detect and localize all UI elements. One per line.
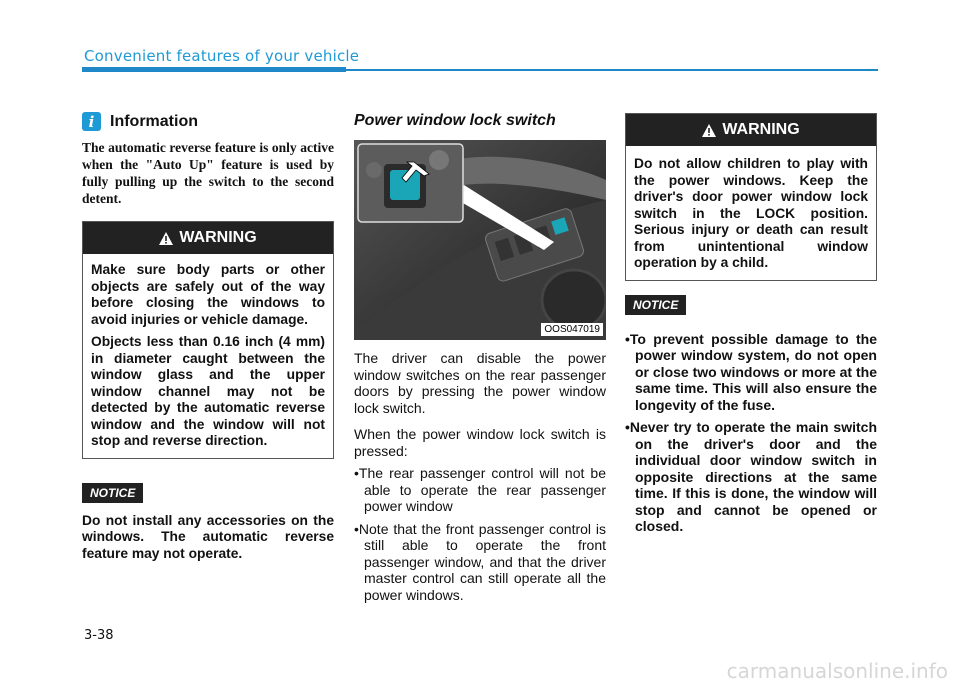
door-panel-illustration <box>354 140 606 340</box>
figure-code: OOS047019 <box>541 323 603 336</box>
info-text: The automatic reverse feature is only active when the "Auto Up" feature is used by fully pulling up the switch to the second detent. <box>82 140 334 206</box>
warning-1-paragraph-1: Make sure body parts or other objects are safely out of the way before closing the windows to avoid injuries or vehicle damage. <box>91 262 325 327</box>
warning-triangle-icon <box>702 124 716 137</box>
notice-1-text: Do not install any accessories on the windows. The automatic reverse feature may not operate. <box>82 512 334 561</box>
warning-body-2 <box>626 146 876 280</box>
list-item: • To prevent possible damage to the power window system, do not open or close two windows or more at the same time. This will also ensure the longevity of the fuse. <box>625 331 877 414</box>
lock-switch-paragraph-2: When the power window lock switch is pressed: <box>354 426 606 459</box>
watermark: carmanualsonline.info <box>726 659 948 683</box>
header-rule-light <box>346 69 878 71</box>
notice-2-bullets <box>625 331 877 535</box>
lock-switch-bullets <box>354 465 606 603</box>
lock-switch-paragraph-1: The driver can disable the power window switches on the rear passenger doors by pressing the power window lock switch. <box>354 350 606 416</box>
notice-badge-2: NOTICE <box>625 295 686 315</box>
column-left <box>82 112 334 562</box>
section-title: Power window lock switch <box>354 112 556 129</box>
list-item: • Note that the front passenger control is still able to operate the front passenger window, and that the driver master control can still operate all the power windows. <box>354 521 606 604</box>
header-rule-dark <box>82 67 346 72</box>
list-item: • The rear passenger control will not be able to operate the rear passenger power window <box>354 465 606 515</box>
warning-box-2 <box>625 113 877 281</box>
warning-1-paragraph-2: Objects less than 0.16 inch (4 mm) in diameter caught between the window glass and the upper window channel may not be detected by the automatic reverse window and the window will not stop and reverse direction. <box>91 334 325 448</box>
info-heading <box>82 112 334 131</box>
warning-triangle-icon <box>159 232 173 245</box>
page-number: 3-38 <box>84 628 114 643</box>
notice-badge-1: NOTICE <box>82 483 143 503</box>
warning-body-1 <box>83 254 333 458</box>
column-middle <box>354 112 606 609</box>
warning-label-1: WARNING <box>179 229 257 246</box>
warning-box-1 <box>82 221 334 459</box>
header-title: Convenient features of your vehicle <box>84 47 360 65</box>
warning-label-2: WARNING <box>722 121 800 138</box>
warning-2-text: Do not allow children to play with the power windows. Keep the driver's door power window lock switch in the LOCK position. Serious injury or death can result from unintentional window operation by a child. <box>634 156 868 270</box>
warning-header-1 <box>83 222 333 254</box>
door-switch-figure <box>354 140 606 340</box>
warning-header-2 <box>626 114 876 146</box>
list-item: • Never try to operate the main switch on the driver's door and the individual door window switch in opposite directions at the same time. If this is done, the window will stop and cannot be opened or closed. <box>625 419 877 535</box>
info-title: Information <box>110 112 198 130</box>
column-right <box>625 113 877 541</box>
info-icon: i <box>82 112 101 131</box>
